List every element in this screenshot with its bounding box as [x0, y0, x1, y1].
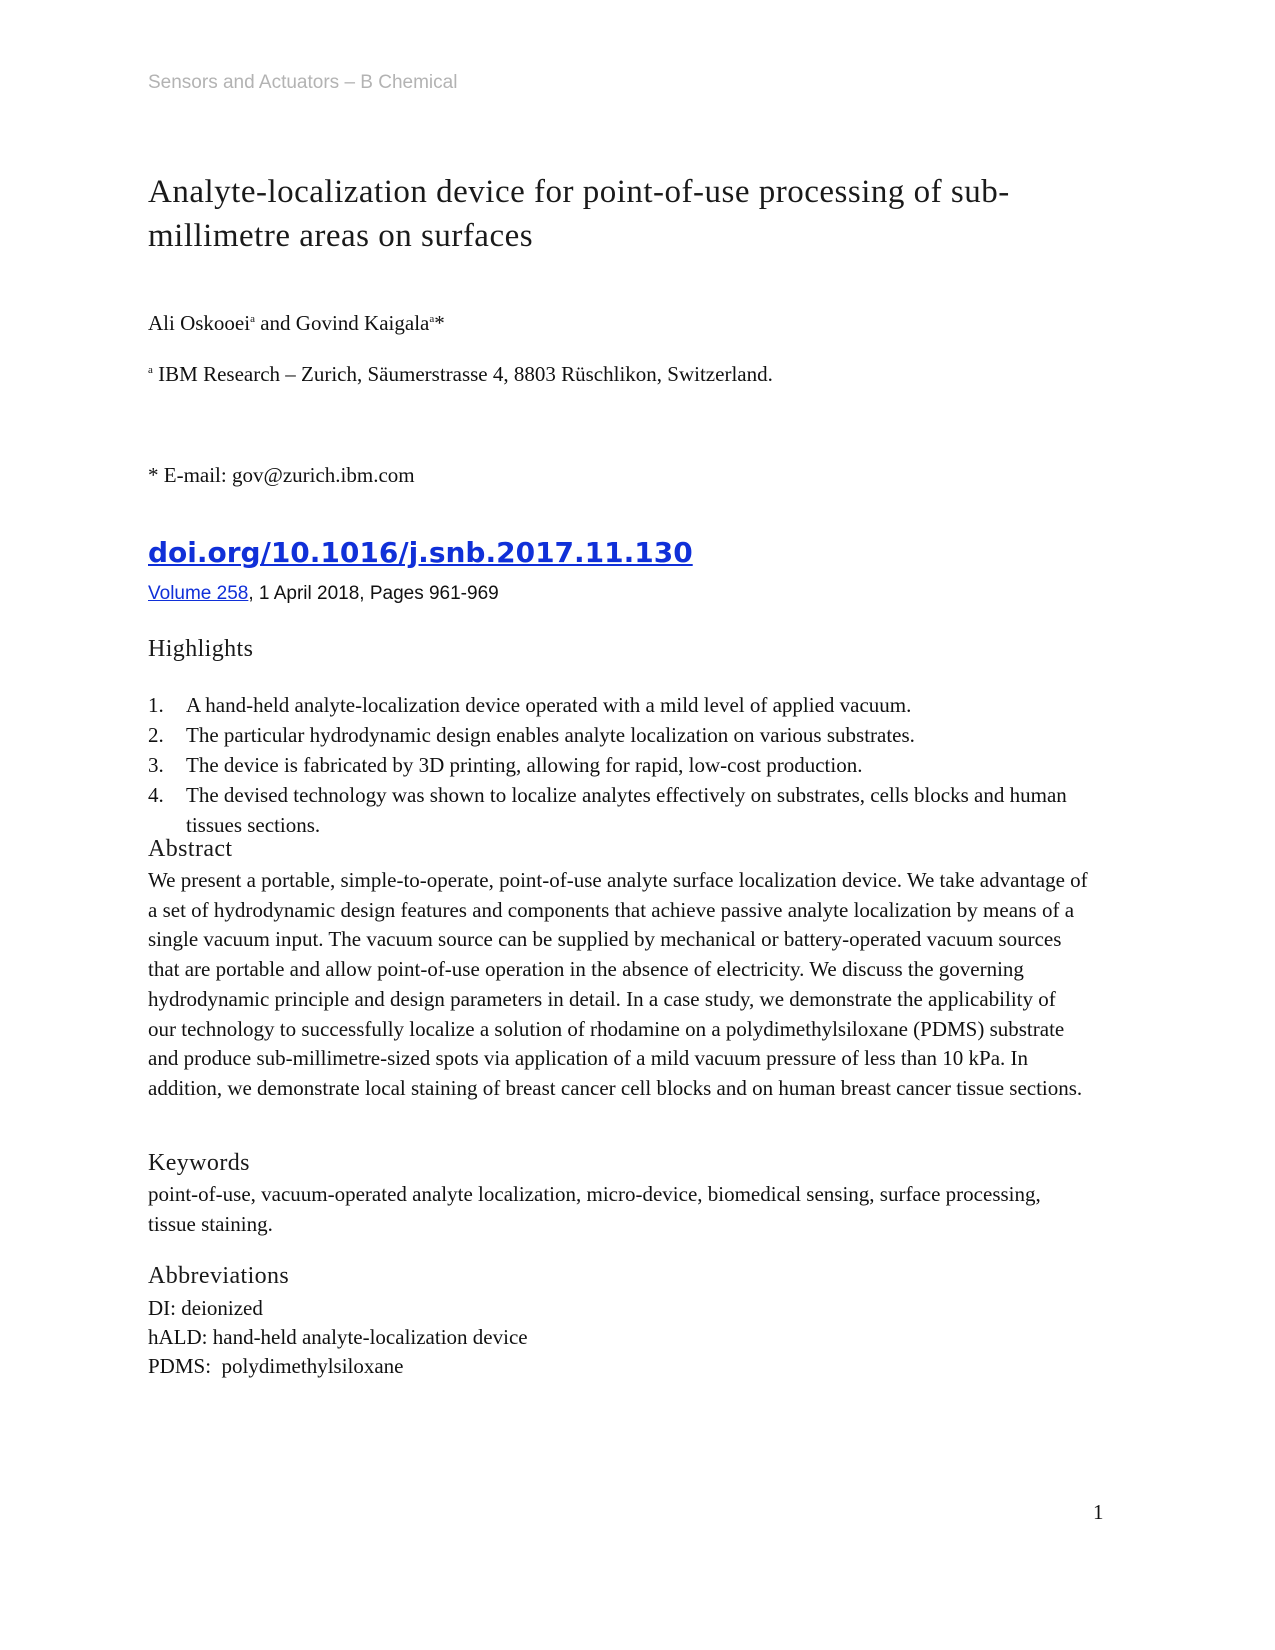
paper-title: Analyte-localization device for point-of-use processing of sub-millimetre areas on surfaces	[148, 174, 1010, 254]
highlight-number: 2.	[148, 723, 164, 747]
affiliation-text: IBM Research – Zurich, Säumerstrasse 4, 8803 Rüschlikon, Switzerland.	[152, 362, 773, 386]
abbreviation-item: DI: deionized	[148, 1296, 263, 1320]
volume-link[interactable]: Volume 258	[148, 583, 249, 604]
highlight-text: The devised technology was shown to localize analytes effectively on substrates, cells blocks and human tissues sections.	[186, 783, 1067, 837]
corresponding-author-mark: *	[434, 311, 445, 335]
highlight-text: The particular hydrodynamic design enables analyte localization on various substrates.	[186, 723, 915, 747]
keywords-text: point-of-use, vacuum-operated analyte localization, micro-device, biomedical sensing, surface processing, tissue staining.	[148, 1182, 1041, 1236]
affiliation-marker: a	[429, 313, 435, 325]
highlight-item	[148, 720, 1088, 750]
highlights-list	[148, 690, 1088, 840]
author-list	[148, 311, 445, 336]
affiliation-marker: a	[148, 364, 153, 376]
abbreviations-heading: Abbreviations	[148, 1263, 290, 1289]
highlight-number: 4.	[148, 783, 164, 807]
abstract-text: We present a portable, simple-to-operate, point-of-use analyte surface localization device. We take advantage of a set of hydrodynamic design features and components that achieve passive analyte localization by means of a single vacuum input. The vacuum source can be supplied by mechanical or battery-operated vacuum sources that are portable and allow point-of-use operation in the absence of electricity. We discuss the governing hydrodynamic principle and design parameters in detail. In a case study, we demonstrate the applicability of our technology to successfully localize a solution of rhodamine on a polydimethylsiloxane (PDMS) substrate and produce sub-millimetre-sized spots via application of a mild vacuum pressure of less than 10 kPa. In addition, we demonstrate local staining of breast cancer cell blocks and on human breast cancer tissue sections.	[148, 868, 1088, 1100]
abbreviation-item: hALD: hand-held analyte-localization device	[148, 1325, 528, 1349]
highlight-number: 1.	[148, 693, 164, 717]
doi-link[interactable]: doi.org/10.1016/j.snb.2017.11.130	[148, 536, 693, 569]
abstract-heading: Abstract	[148, 836, 233, 862]
contact-email: * E-mail: gov@zurich.ibm.com	[148, 463, 415, 487]
abbreviation-item: PDMS: polydimethylsiloxane	[148, 1354, 404, 1378]
keywords-heading: Keywords	[148, 1150, 250, 1176]
author-name: Govind Kaigala	[295, 311, 430, 335]
affiliation-marker: a	[250, 313, 255, 325]
author-conjunction: and	[254, 311, 296, 335]
affiliation	[148, 362, 773, 387]
highlight-item	[148, 690, 1088, 720]
journal-header: Sensors and Actuators – B Chemical	[148, 72, 458, 93]
page-number: 1	[1093, 1500, 1104, 1524]
highlight-item	[148, 780, 1088, 840]
author-name: Ali Oskooei	[148, 311, 251, 335]
issue-details: , 1 April 2018, Pages 961-969	[248, 583, 499, 604]
highlight-item	[148, 750, 1088, 780]
highlight-text: The device is fabricated by 3D printing, allowing for rapid, low-cost production.	[186, 753, 863, 777]
highlights-heading: Highlights	[148, 636, 254, 662]
volume-info	[148, 583, 499, 605]
highlight-number: 3.	[148, 753, 164, 777]
highlight-text: A hand-held analyte-localization device operated with a mild level of applied vacuum.	[186, 693, 912, 717]
